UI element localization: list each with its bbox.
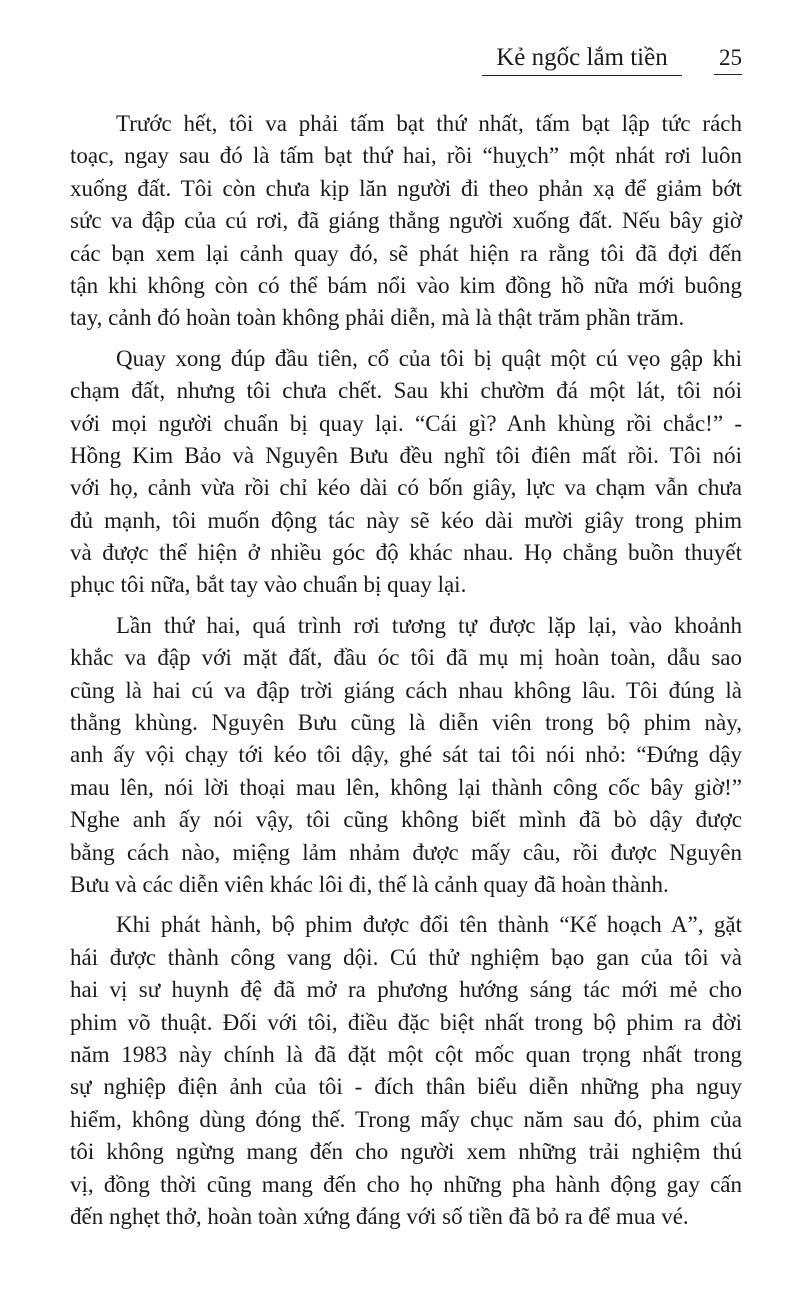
text-line: Hồng Kim Bảo và Nguyên Bưu đều nghĩ tôi điên mất rồi. Tôi nói (70, 442, 742, 468)
text-line: Quay xong đúp đầu tiên, cổ của tôi bị quật một cú vẹo gập khi (116, 345, 742, 371)
text-line: và được thể hiện ở nhiều góc độ khác nhau. Họ chẳng buồn thuyết (70, 540, 742, 566)
page-number: 25 (714, 42, 742, 75)
text-line: với họ, cảnh vừa rồi chỉ kéo dài có bốn giây, lực va chạm vẫn chưa (70, 475, 742, 501)
text-line: tận khi không còn có thể bám nổi vào kim đồng hồ nữa mới buông (70, 272, 742, 298)
text-line: xuống đất. Tôi còn chưa kịp lăn người đi theo phản xạ để giảm bớt (70, 175, 742, 201)
paragraph (70, 343, 742, 602)
text-line: anh ấy vội chạy tới kéo tôi dậy, ghé sát tai tôi nói nhỏ: “Đứng dậy (70, 742, 742, 768)
text-line: hái được thành công vang dội. Cú thử nghiệm bạo gan của tôi và (70, 944, 742, 970)
text-line: hai vị sư huynh đệ đã mở ra phương hướng sáng tác mới mẻ cho (70, 977, 742, 1003)
text-line: bằng cách nào, miệng lảm nhảm được mấy câu, rồi được Nguyên (70, 839, 742, 865)
text-line: thằng khùng. Nguyên Bưu cũng là diễn viên trong bộ phim này, (70, 710, 742, 736)
text-line: tôi không ngừng mang đến cho người xem những trải nghiệm thú (70, 1139, 742, 1165)
text-line: hiểm, không dùng đóng thế. Trong mấy chục năm sau đó, phim của (70, 1106, 742, 1132)
text-line: tay, cảnh đó hoàn toàn không phải diễn, mà là thật trăm phần trăm. (70, 305, 685, 331)
text-line: Lần thứ hai, quá trình rơi tương tự được lặp lại, vào khoảnh (116, 612, 742, 638)
text-line: cũng là hai cú va đập trời giáng cách nhau không lâu. Tôi đúng là (70, 677, 742, 703)
text-line: phim võ thuật. Đối với tôi, điều đặc biệt nhất trong bộ phim ra đời (70, 1009, 742, 1035)
text-line: đến nghẹt thở, hoàn toàn xứng đáng với số tiền đã bỏ ra để mua vé. (70, 1203, 689, 1229)
text-line: chạm đất, nhưng tôi chưa chết. Sau khi chườm đá một lát, tôi nói (70, 378, 742, 404)
text-line: đủ mạnh, tôi muốn động tác này sẽ kéo dài mười giây trong phim (70, 507, 742, 533)
page-header (0, 42, 800, 82)
text-line: sức va đập của cú rơi, đã giáng thẳng người xuống đất. Nếu bây giờ (70, 208, 742, 234)
text-line: sự nghiệp điện ảnh của tôi - đích thân biểu diễn những pha nguy (70, 1074, 742, 1100)
text-line: mau lên, nói lời thoại mau lên, không lại thành công cốc bây giờ!” (70, 774, 742, 800)
text-line: Khi phát hành, bộ phim được đổi tên thành “Kế hoạch A”, gặt (116, 912, 742, 938)
text-line: khắc va đập với mặt đất, đầu óc tôi đã mụ mị hoàn toàn, dẫu sao (70, 645, 742, 671)
body-text (70, 108, 742, 1241)
text-line: với mọi người chuẩn bị quay lại. “Cái gì? Anh khùng rồi chắc!” - (70, 410, 742, 436)
text-line: toạc, ngay sau đó là tấm bạt thứ hai, rồi “huỵch” một nhát rơi luôn (70, 143, 742, 169)
text-line: Bưu và các diễn viên khác lôi đi, thế là cảnh quay đã hoàn thành. (70, 871, 669, 897)
text-line: các bạn xem lại cảnh quay đó, sẽ phát hiện ra rằng tôi đã đợi đến (70, 240, 742, 266)
text-line: năm 1983 này chính là đã đặt một cột mốc quan trọng nhất trong (70, 1041, 742, 1067)
text-line: Nghe anh ấy nói vậy, tôi cũng không biết mình đã bò dậy được (70, 807, 742, 833)
paragraph (70, 108, 742, 335)
paragraph (70, 909, 742, 1233)
text-line: vị, đồng thời cũng mang đến cho họ những pha hành động gay cấn (70, 1171, 742, 1197)
text-line: Trước hết, tôi va phải tấm bạt thứ nhất, tấm bạt lập tức rách (116, 111, 742, 136)
paragraph (70, 610, 742, 902)
running-title: Kẻ ngốc lắm tiền (482, 42, 682, 76)
text-line: phục tôi nữa, bắt tay vào chuẩn bị quay lại. (70, 572, 467, 598)
